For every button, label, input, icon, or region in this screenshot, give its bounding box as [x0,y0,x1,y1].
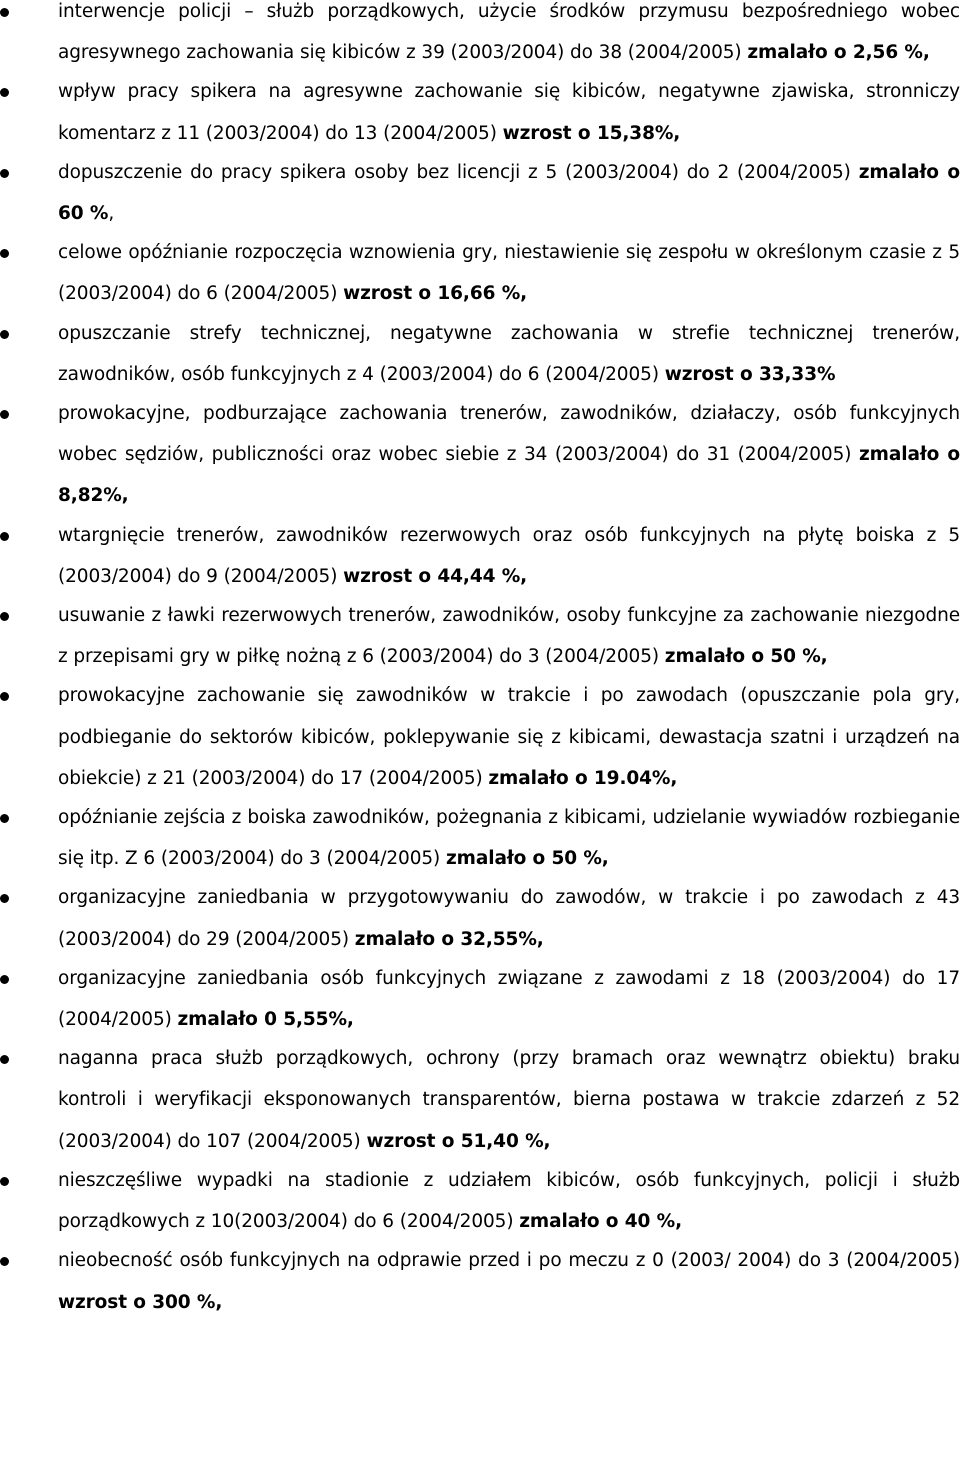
list-item-text: dopuszczenie do pracy spikera osoby bez licencji z 5 (2003/2004) do 2 (2004/2005) zmalało o 60 %, [58,161,960,225]
bullet-icon [0,692,9,701]
list-item [0,232,960,314]
list-item [0,393,960,517]
list-item-text: celowe opóźnianie rozpoczęcia wznowienia gry, niestawienie się zespołu w określonym czasie z 5 (2003/2004) do 6 (2004/2005) wzrost o 16,66 %, [58,242,960,305]
list-item-text: usuwanie z ławki rezerwowych trenerów, zawodników, osoby funkcyjne za zachowanie niezgodne z przepisami gry w piłkę nożną z 6 (2003/2004) do 3 (2004/2005) zmalało o 50 %, [58,605,960,668]
list-item-text: organizacyjne zaniedbania osób funkcyjnych związane z zawodami z 18 (2003/2004) do 17 (2004/2005) zmalało 0 5,55%, [58,967,960,1031]
bullet-icon [0,894,9,903]
bullet-icon [0,169,9,178]
bullet-icon [0,1055,9,1064]
list-item [0,797,960,879]
list-item-text: prowokacyjne zachowanie się zawodników w trakcie i po zawodach (opuszczanie pola gry, podbieganie do sektorów kibiców, poklepywanie się z kibicami, dewastacja szatni i urządzeń na obiekcie) z 21 (2003/2004) do 17 (2004/2005) zmalało o 19.04%, [58,685,960,789]
list-item [0,958,960,1040]
bullet-icon [0,975,9,984]
list-item [0,0,960,73]
bullet-icon [0,814,9,823]
list-item-text: nieszczęśliwe wypadki na stadionie z udziałem kibiców, osób funkcyjnych, policji i służb porządkowych z 10(2003/2004) do 6 (2004/2005) zmalało o 40 %, [58,1169,960,1233]
list-item-text: nieobecność osób funkcyjnych na odprawie przed i po meczu z 0 (2003/ 2004) do 3 (2004/2005) wzrost o 300 %, [58,1250,960,1313]
list-item [0,515,960,597]
bullet-icon [0,410,9,419]
list-item-text: organizacyjne zaniedbania w przygotowywaniu do zawodów, w trakcie i po zawodach z 43 (2003/2004) do 29 (2004/2005) zmalało o 32,55%, [58,887,960,950]
bullet-icon [0,612,9,621]
list-item [0,1038,960,1162]
list-item-text: wtargnięcie trenerów, zawodników rezerwowych oraz osób funkcyjnych na płytę boiska z 5 (2003/2004) do 9 (2004/2005) wzrost o 44,44 %, [58,524,960,587]
bullet-icon [0,1177,9,1186]
bullet-icon [0,8,9,17]
list-item-text: opóźnianie zejścia z boiska zawodników, pożegnania z kibicami, udzielanie wywiadów rozbieganie się itp. Z 6 (2003/2004) do 3 (2004/2005) zmalało o 50 %, [58,807,960,870]
list-item [0,313,960,395]
list-item [0,71,960,153]
list-item-text: wpływ pracy spikera na agresywne zachowanie się kibiców, negatywne zjawiska, stronniczy komentarz z 11 (2003/2004) do 13 (2004/2005) wzrost o 15,38%, [58,81,960,144]
list-item [0,1240,960,1322]
bullet-icon [0,330,9,339]
bullet-icon [0,88,9,97]
list-item-text: interwencje policji – służb porządkowych, użycie środków przymusu bezpośredniego wobec agresywnego zachowania się kibiców z 39 (2003/2004) do 38 (2004/2005) zmalało o 2,56 %, [58,1,960,64]
list-item [0,675,960,799]
list-item [0,152,960,234]
list-item [0,1160,960,1242]
bullet-icon [0,249,9,258]
list-item [0,877,960,959]
list-item-text: opuszczanie strefy technicznej, negatywne zachowania w strefie technicznej trenerów, zawodników, osób funkcyjnych z 4 (2003/2004) do 6 (2004/2005) wzrost o 33,33% [58,322,960,385]
list-item-text: naganna praca służb porządkowych, ochrony (przy bramach oraz wewnątrz obiektu) braku kontroli i weryfikacji eksponowanych transparentów, bierna postawa w trakcie zdarzeń z 52 (2003/2004) do 107 (2004/2005) wzrost o 51,40 %, [58,1048,960,1152]
bullet-icon [0,1257,9,1266]
list-item [0,595,960,677]
list-item-text: prowokacyjne, podburzające zachowania trenerów, zawodników, działaczy, osób funkcyjnych wobec sędziów, publiczności oraz wobec siebie z 34 (2003/2004) do 31 (2004/2005) zmalało o 8,82%, [58,403,960,507]
bullet-icon [0,532,9,541]
